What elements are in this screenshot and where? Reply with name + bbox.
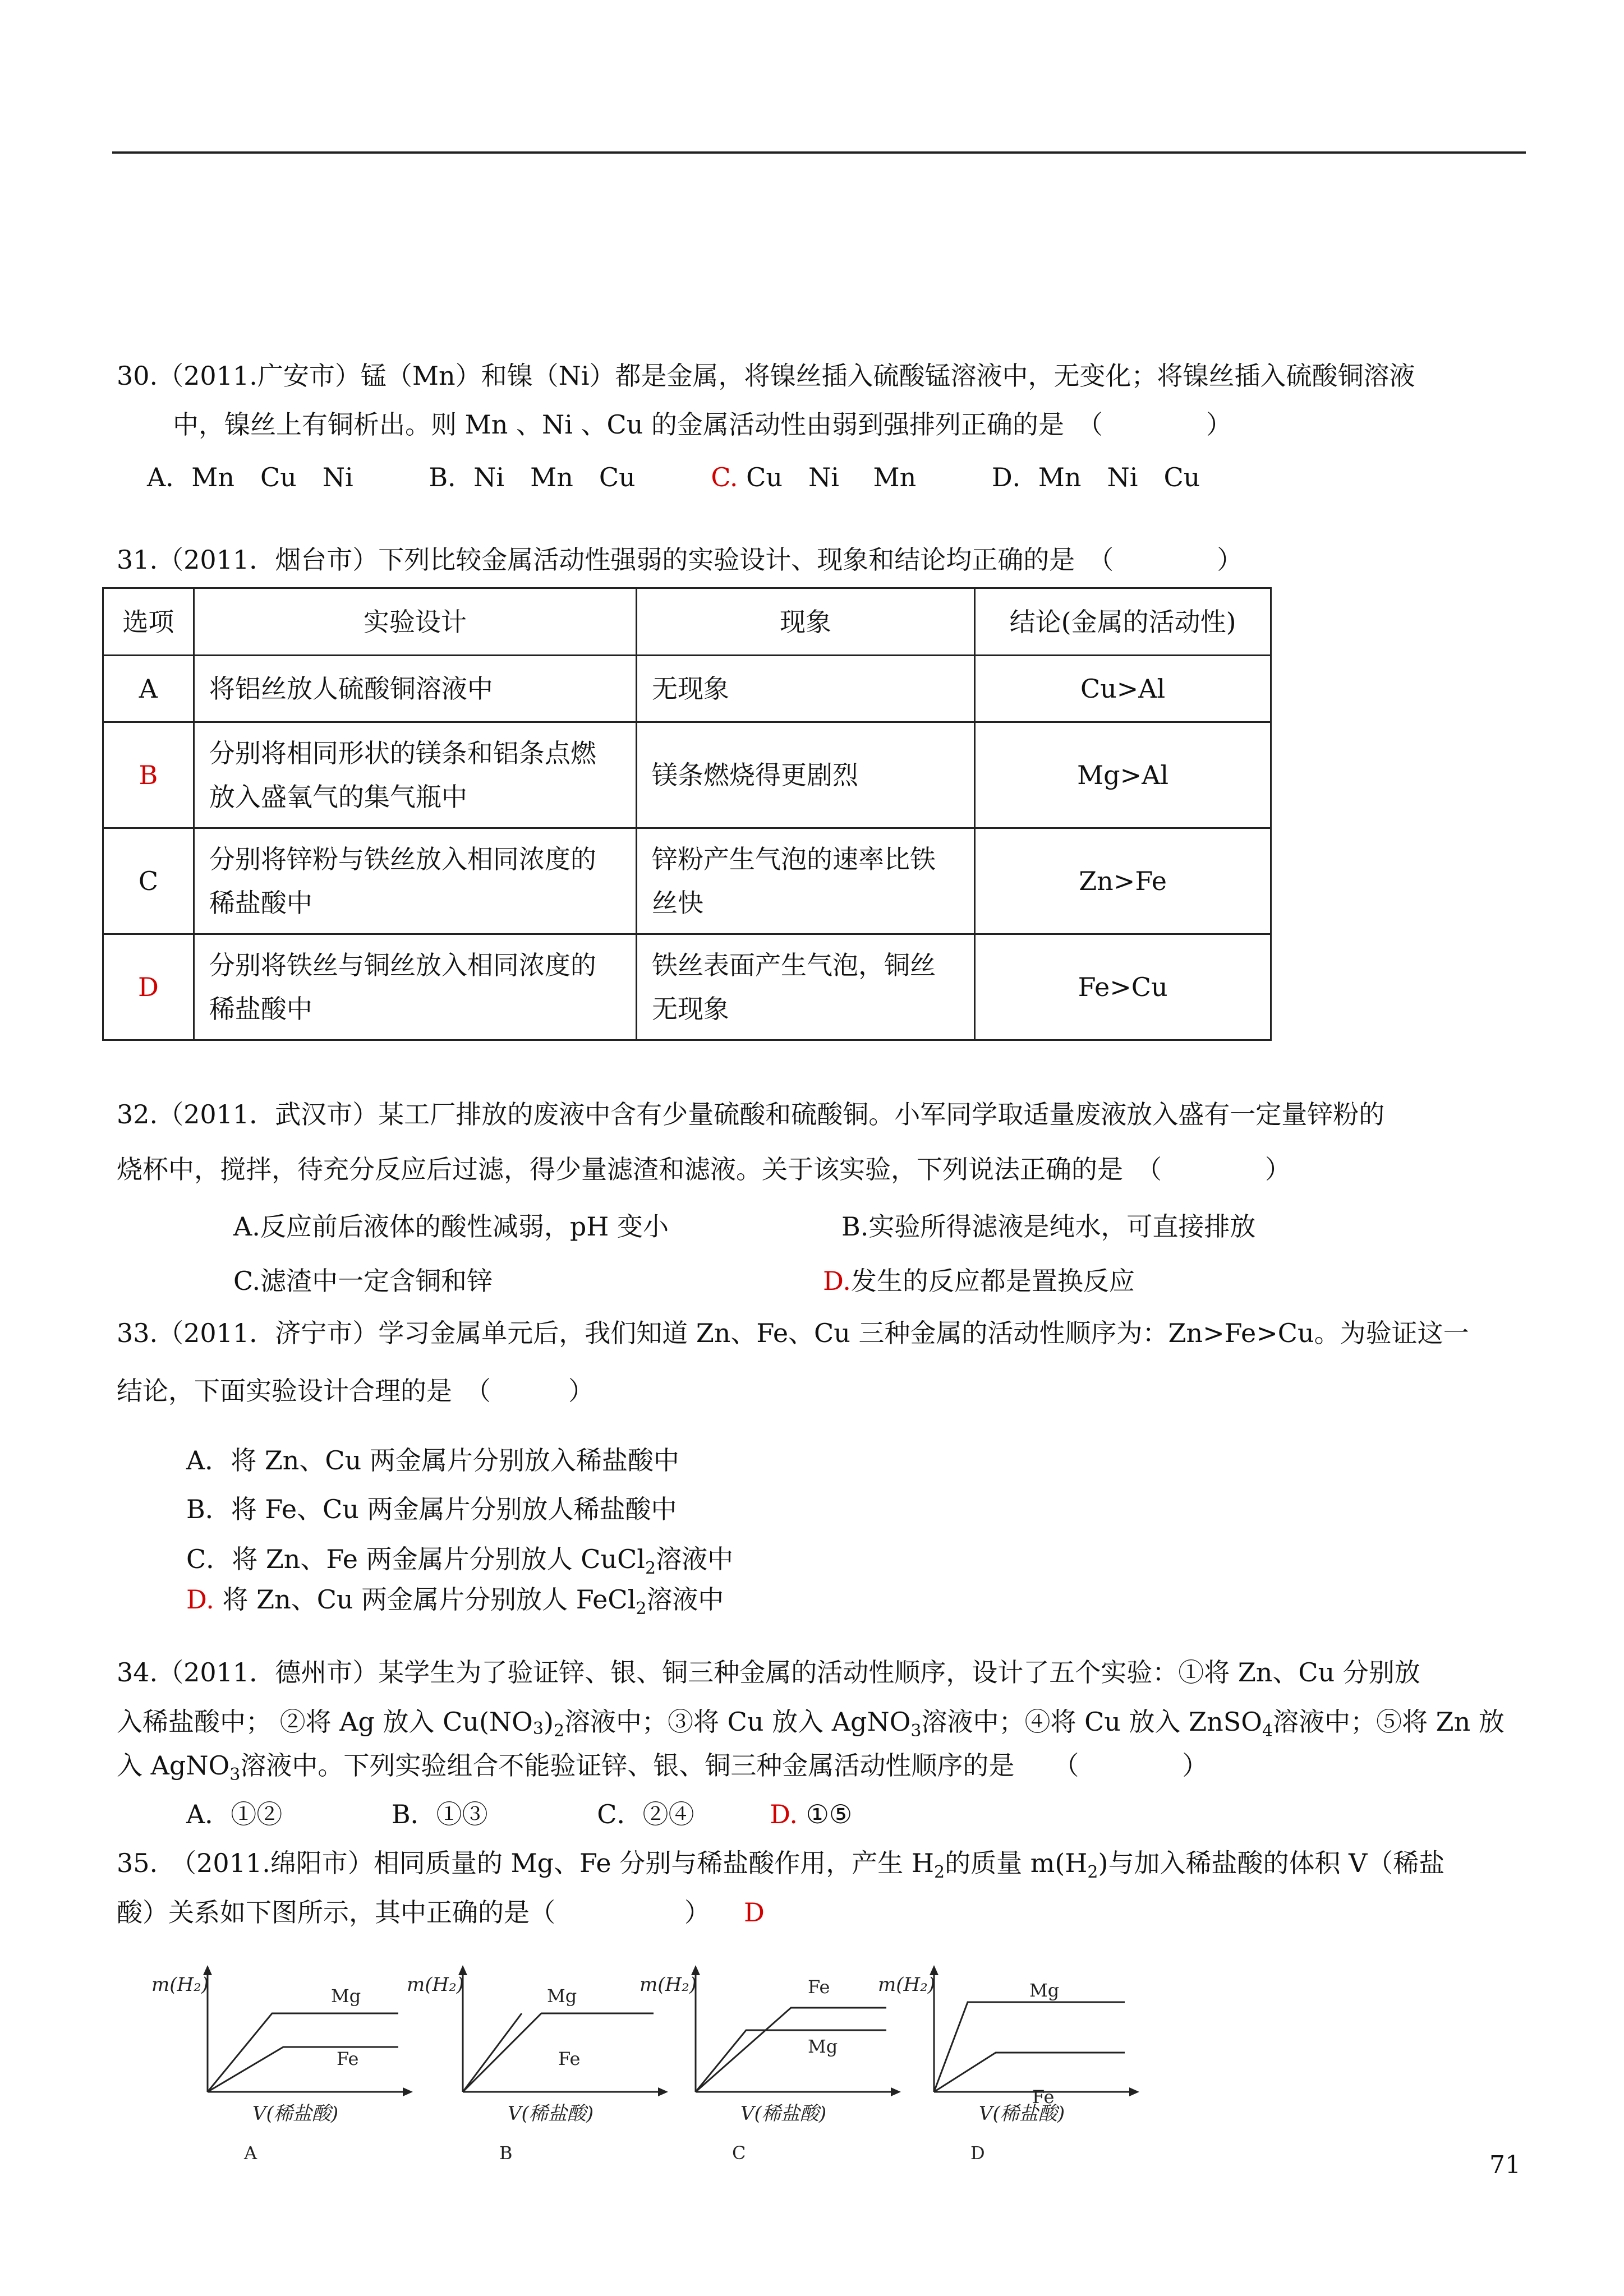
q34-line1: 34.（2011．德州市）某学生为了验证锌、银、铜三种金属的活动性顺序，设计了五个实验：①将 Zn、Cu 分别放 bbox=[117, 1657, 1420, 1688]
row-design: 分别将铁丝与铜丝放入相同浓度的稀盐酸中 bbox=[194, 934, 636, 1040]
q35-graph-c bbox=[634, 1957, 869, 2182]
q34-line3: 入 AgNO$_3$溶液中。下列实验组合不能验证锌、银、铜三种金属活动性顺序的是 （ ） bbox=[117, 1750, 1208, 1785]
header-design: 实验设计 bbox=[194, 588, 636, 656]
q35-graph-d bbox=[872, 1957, 1108, 2182]
q32-option-b: B.实验所得滤液是纯水，可直接排放 bbox=[841, 1211, 1256, 1242]
q32-line2: 烧杯中，搅拌，待充分反应后过滤，得少量滤渣和滤液。关于该实验，下列说法正确的是 （ ） bbox=[117, 1154, 1291, 1184]
series-line-fe bbox=[463, 2013, 522, 2092]
header-rule bbox=[112, 151, 1526, 154]
q30-option-c: Cu Ni Mn bbox=[738, 462, 917, 492]
series-label-top: Fe bbox=[808, 1976, 830, 1998]
header-phenomenon: 现象 bbox=[637, 588, 975, 656]
q30-line1: 30.（2011.广安市）锰（Mn）和镍（Ni）都是金属，将镍丝插入硫酸锰溶液中，无变化；将镍丝插入硫酸铜溶液 bbox=[117, 361, 1415, 391]
series-line-mg bbox=[696, 2030, 886, 2092]
q34-option-a: A．①② bbox=[186, 1799, 283, 1829]
row-option-answer: B bbox=[103, 722, 194, 828]
graph-svg bbox=[401, 1957, 659, 2182]
row-option: A bbox=[103, 656, 194, 722]
q33-option-d: D. 将 Zn、Cu 两金属片分别放人 FeCl$_2$溶液中 bbox=[186, 1584, 724, 1619]
q30-option-a: A．Mn Cu Ni bbox=[147, 462, 353, 492]
q34-option-c: C．②④ bbox=[597, 1799, 694, 1829]
series-label-bottom: Fe bbox=[1032, 2086, 1055, 2108]
q34-answer-letter: D. bbox=[770, 1799, 798, 1829]
row-design: 将铝丝放人硫酸铜溶液中 bbox=[194, 656, 636, 722]
row-phenomenon: 无现象 bbox=[637, 656, 975, 722]
series-line-fe bbox=[696, 2008, 886, 2092]
header-conclusion: 结论(金属的活动性) bbox=[975, 588, 1271, 656]
graph-letter: B bbox=[499, 2142, 513, 2164]
graph-letter: C bbox=[732, 2142, 746, 2164]
row-design: 分别将锌粉与铁丝放入相同浓度的稀盐酸中 bbox=[194, 828, 636, 934]
q33-option-a: A．将 Zn、Cu 两金属片分别放入稀盐酸中 bbox=[186, 1445, 679, 1476]
q33-line1: 33.（2011．济宁市）学习金属单元后，我们知道 Zn、Fe、Cu 三种金属的活动性顺序为：Zn>Fe>Cu。为验证这一 bbox=[117, 1318, 1469, 1348]
x-axis-label: V(稀盐酸) bbox=[979, 2103, 1065, 2125]
series-line-fe bbox=[934, 2053, 1125, 2092]
table-row bbox=[103, 934, 1271, 1040]
q32-option-a: A.反应前后液体的酸性减弱，pH 变小 bbox=[233, 1211, 669, 1242]
x-axis-arrow bbox=[1129, 2087, 1139, 2096]
header-option: 选项 bbox=[103, 588, 194, 656]
table-header-row bbox=[103, 588, 1271, 656]
q35-line2: 酸）关系如下图所示，其中正确的是（ ） D bbox=[117, 1897, 765, 1928]
series-label-top: Mg bbox=[331, 1985, 361, 2007]
table-row bbox=[103, 656, 1271, 722]
row-design: 分别将相同形状的镁条和铝条点燃放入盛氧气的集气瓶中 bbox=[194, 722, 636, 828]
row-phenomenon: 铁丝表面产生气泡，铜丝无现象 bbox=[637, 934, 975, 1040]
row-option-answer: D bbox=[103, 934, 194, 1040]
graph-svg bbox=[146, 1957, 404, 2182]
q30-line2: 中，镍丝上有铜析出。则 Mn 、Ni 、Cu 的金属活动性由弱到强排列正确的是 （ ） bbox=[173, 409, 1232, 440]
q32-answer-letter: D. bbox=[823, 1266, 851, 1296]
series-label-top: Mg bbox=[1029, 1980, 1060, 2001]
series-line-mg bbox=[208, 2013, 398, 2092]
x-axis-label: V(稀盐酸) bbox=[252, 2103, 339, 2125]
q33-answer-letter: D. bbox=[186, 1584, 214, 1615]
graph-letter: A bbox=[244, 2142, 257, 2164]
q32-option-d: D.发生的反应都是置换反应 bbox=[823, 1266, 1135, 1296]
q30-option-b: B．Ni Mn Cu bbox=[429, 462, 636, 492]
q35-answer: D bbox=[744, 1897, 765, 1928]
page-number: 71 bbox=[1489, 2151, 1521, 2179]
series-line-mg bbox=[934, 2002, 1125, 2092]
row-phenomenon: 镁条燃烧得更剧烈 bbox=[637, 722, 975, 828]
y-axis-label: m(H₂) bbox=[640, 1974, 697, 1996]
row-phenomenon: 锌粉产生气泡的速率比铁丝快 bbox=[637, 828, 975, 934]
row-conclusion: Zn>Fe bbox=[975, 828, 1271, 934]
series-label-bottom: Fe bbox=[558, 2048, 581, 2069]
row-option: C bbox=[103, 828, 194, 934]
series-label-bottom: Fe bbox=[337, 2048, 359, 2069]
q31-stem: 31.（2011．烟台市）下列比较金属活动性强弱的实验设计、现象和结论均正确的是 （ ） bbox=[117, 545, 1243, 575]
table-row bbox=[103, 722, 1271, 828]
series-label-bottom: Mg bbox=[808, 2036, 838, 2057]
q30-answer-letter: C. bbox=[711, 462, 738, 492]
table-row bbox=[103, 828, 1271, 934]
q32-option-c: C.滤渣中一定含铜和锌 bbox=[233, 1266, 493, 1296]
y-axis-label: m(H₂) bbox=[151, 1974, 209, 1996]
x-axis-label: V(稀盐酸) bbox=[508, 2103, 594, 2125]
series-line-fe bbox=[208, 2047, 398, 2092]
q35-line1: 35. （2011.绵阳市）相同质量的 Mg、Fe 分别与稀盐酸作用，产生 $H_2$的质量 $m(H_2)$与加入稀盐酸的体积 V（稀盐 bbox=[117, 1848, 1445, 1883]
y-axis-label: m(H₂) bbox=[878, 1974, 936, 1996]
x-axis-label: V(稀盐酸) bbox=[740, 2103, 827, 2125]
row-conclusion: Cu>Al bbox=[975, 656, 1271, 722]
q30-options bbox=[147, 460, 1200, 494]
q33-option-b: B．将 Fe、Cu 两金属片分别放人稀盐酸中 bbox=[186, 1494, 677, 1524]
graph-svg bbox=[872, 1957, 1130, 2182]
q31-table bbox=[102, 587, 1272, 1041]
q32-line1: 32.（2011．武汉市）某工厂排放的废液中含有少量硫酸和硫酸铜。小军同学取适量废液放入盛有一定量锌粉的 bbox=[117, 1099, 1385, 1129]
graph-letter: D bbox=[970, 2142, 985, 2164]
q34-option-b: B．①③ bbox=[391, 1799, 488, 1829]
q30-option-d: D．Mn Ni Cu bbox=[991, 462, 1200, 492]
q35-graph-b bbox=[401, 1957, 637, 2182]
y-axis-label: m(H₂) bbox=[407, 1974, 464, 1996]
q34-line2: 入稀盐酸中； ②将 Ag 放入 $Cu(NO3)_2$溶液中；③将 Cu 放入 AgNO$_3$溶液中；④将 Cu 放入 ZnSO$_4$溶液中；⑤将 Zn 放 bbox=[117, 1707, 1505, 1741]
graph-svg bbox=[634, 1957, 892, 2182]
series-label-top: Mg bbox=[547, 1985, 577, 2007]
row-conclusion: Fe>Cu bbox=[975, 934, 1271, 1040]
q33-option-c: C．将 Zn、Fe 两金属片分别放人 CuCl$_2$溶液中 bbox=[186, 1544, 734, 1579]
q34-option-d: ①⑤ bbox=[806, 1799, 853, 1829]
q34-options bbox=[186, 1797, 852, 1831]
q35-graph-a bbox=[146, 1957, 381, 2182]
row-conclusion: Mg>Al bbox=[975, 722, 1271, 828]
q33-line2: 结论，下面实验设计合理的是 （ ） bbox=[117, 1376, 594, 1406]
